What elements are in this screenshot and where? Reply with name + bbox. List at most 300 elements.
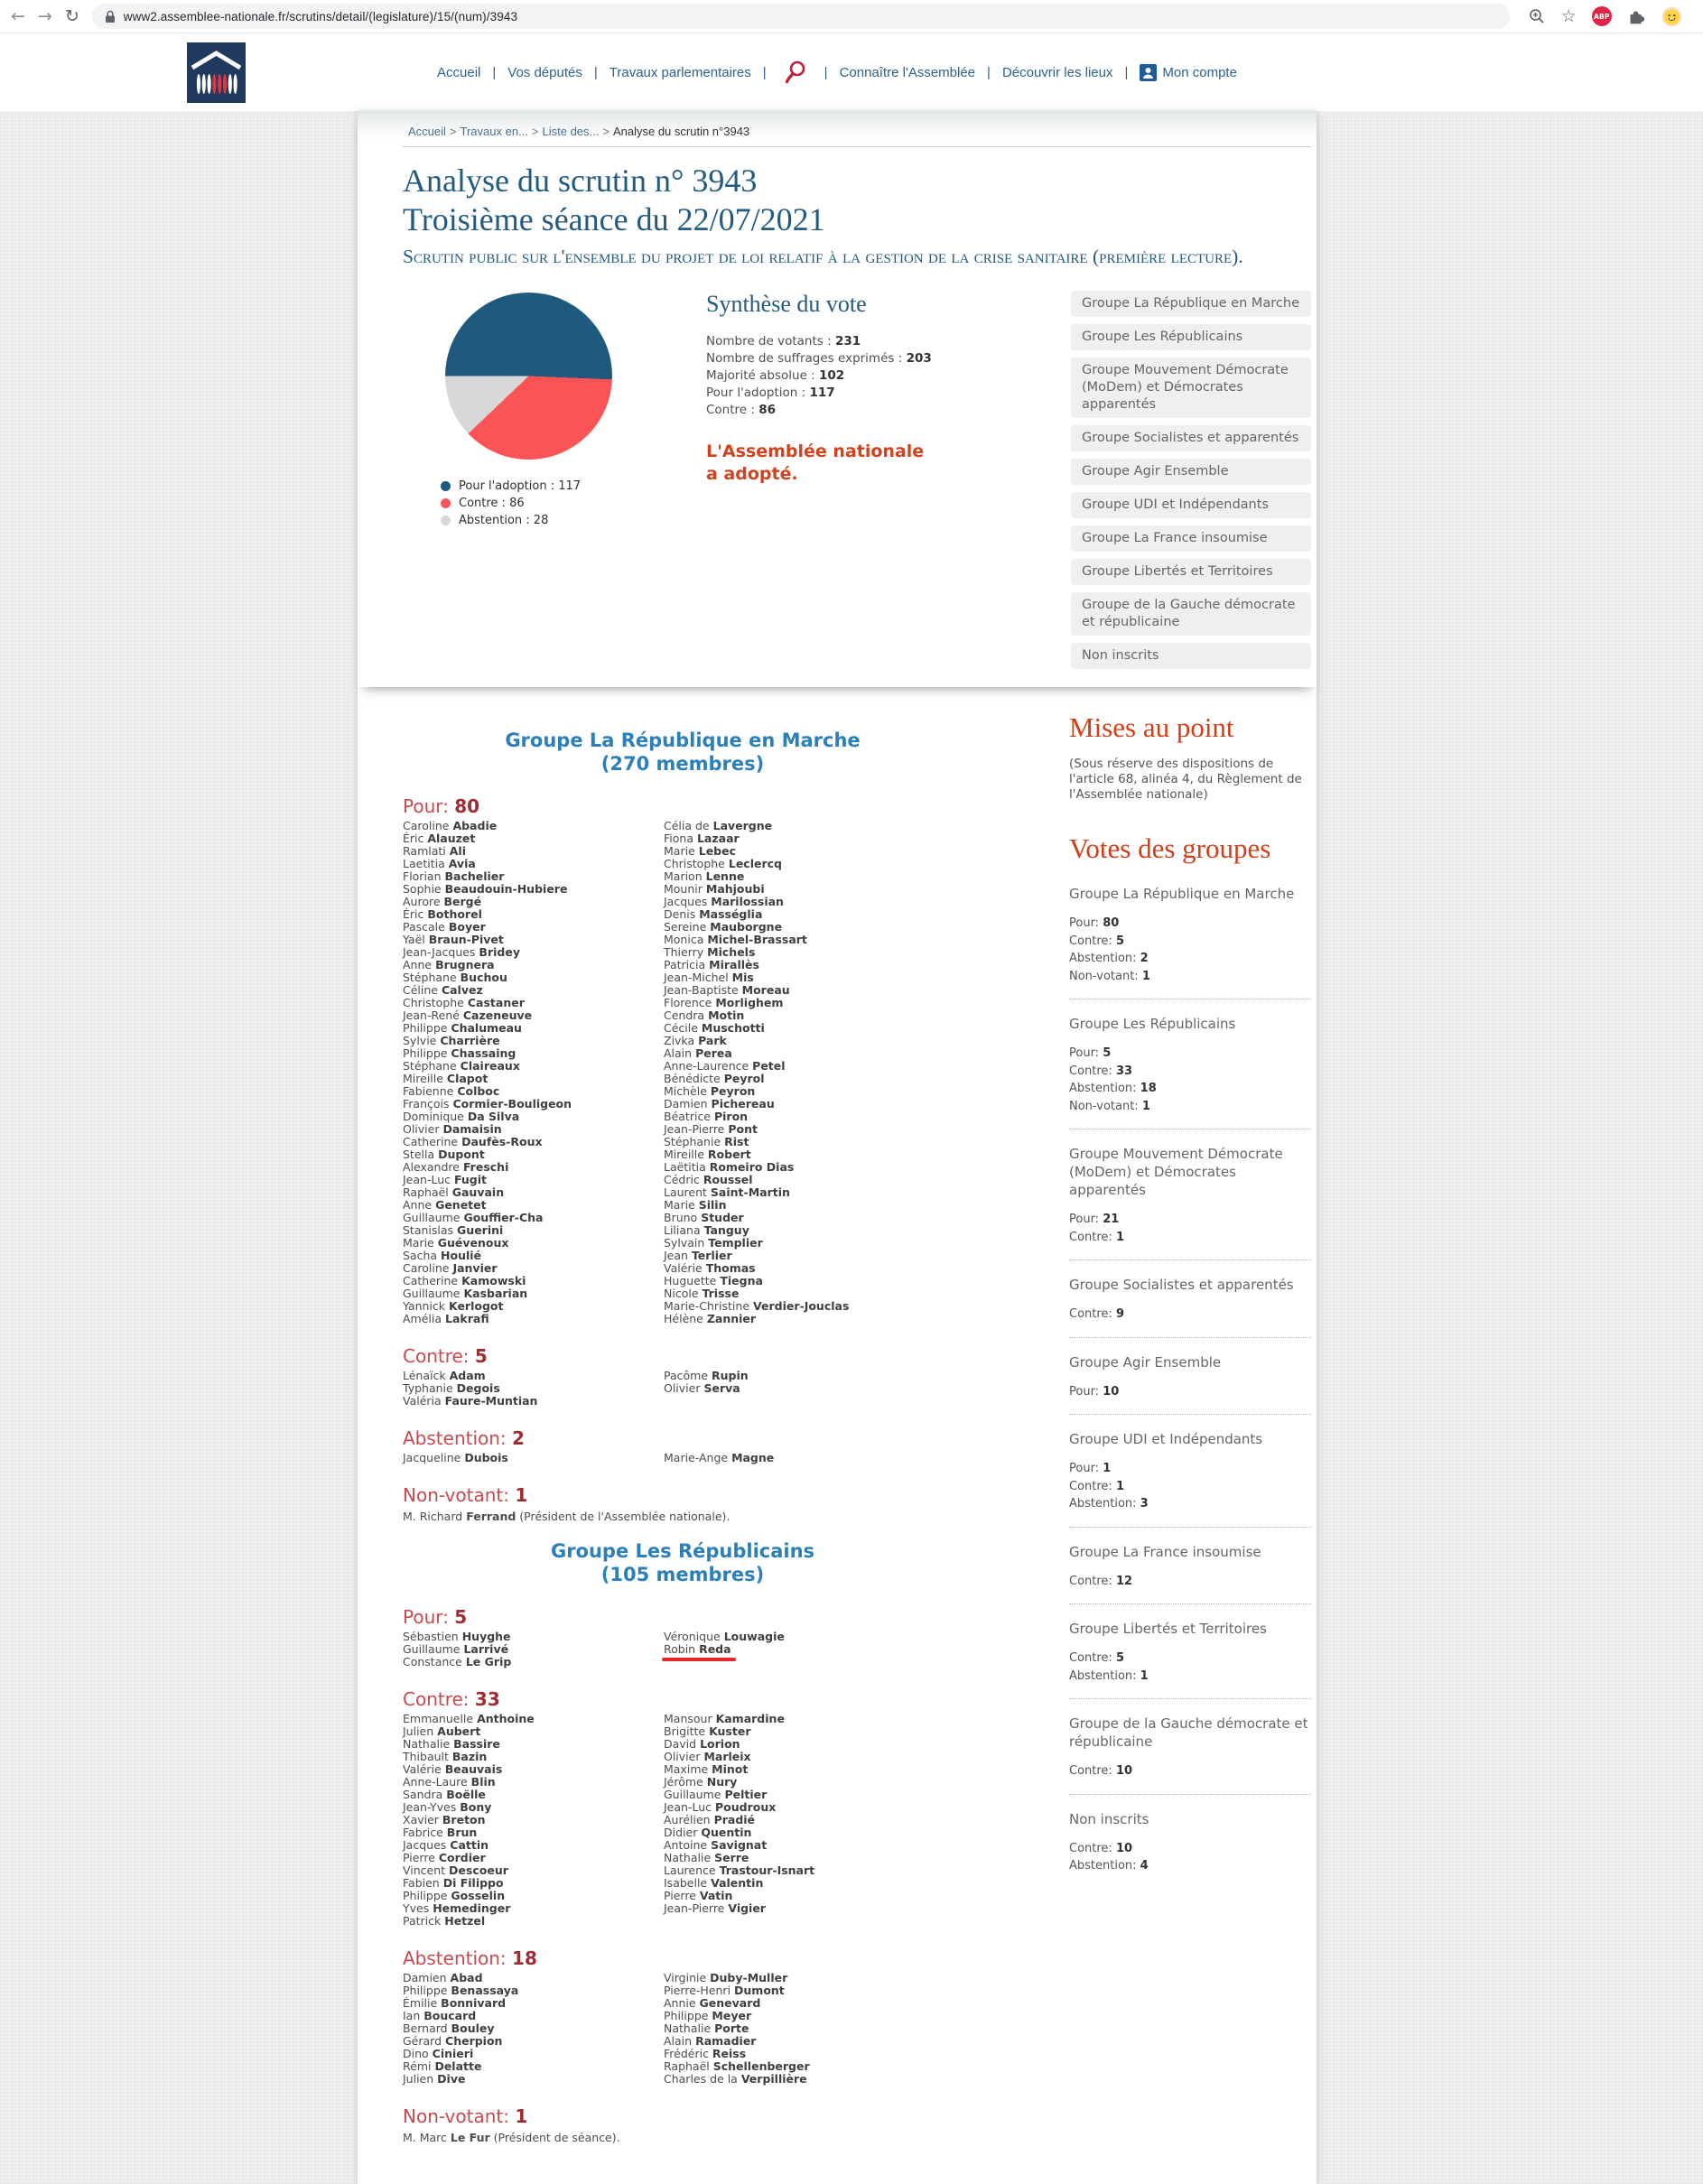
sidebar-group-name: Non inscrits <box>1069 1810 1149 1827</box>
sidebar-group-stat: Pour: 1 <box>1069 1462 1112 1475</box>
nav-separator: | <box>593 64 598 80</box>
deputy-name: Ian Boucard <box>403 2009 477 2022</box>
deputy-name: Marie Lebec <box>664 844 737 858</box>
legend-item: Abstention : 28 <box>441 514 674 527</box>
reload-icon[interactable]: ↻ <box>64 5 79 26</box>
deputy-name: Dino Cinieri <box>403 2047 474 2060</box>
deputy-name: Sylvie Charrière <box>403 1034 500 1047</box>
deputy-name: Olivier Serva <box>664 1381 740 1395</box>
vote-section-label: Contre: <box>403 1688 475 1710</box>
vote-section-count: 80 <box>454 795 480 817</box>
nav-vos-deputes[interactable]: Vos députés <box>507 64 582 80</box>
group-membres: (270 membres) <box>600 753 765 775</box>
deputy-name: Florence Morlighem <box>664 996 784 1009</box>
sidebar-group-entry <box>1069 1795 1311 1889</box>
deputy-name: Constance Le Grip <box>403 1655 512 1668</box>
names-list <box>403 1631 908 1668</box>
deputy-name: Célia de Lavergne <box>664 819 773 832</box>
browser-chrome <box>0 0 1703 33</box>
deputy-name: Philippe Chalumeau <box>403 1021 522 1035</box>
deputy-name: Antoine Savignat <box>664 1838 768 1852</box>
vote-section-count: 5 <box>474 1345 488 1367</box>
sidebar-group-name: Groupe Socialistes et apparentés <box>1069 1277 1294 1293</box>
deputy-name: Alain Ramadier <box>664 2034 757 2048</box>
deputy-name: Guillaume Gouffier-Cha <box>403 1211 544 1224</box>
deputy-name: Mireille Clapot <box>403 1072 489 1085</box>
sidebar-group-stat: Pour: 10 <box>1069 1384 1120 1399</box>
deputy-name: Jean-Luc Fugit <box>403 1173 488 1186</box>
vote-section-label: Non-votant: <box>403 1484 516 1506</box>
deputy-name: Thibault Bazin <box>403 1750 488 1763</box>
names-list <box>403 1452 908 1464</box>
group-button[interactable]: Groupe La France insoumise <box>1071 525 1311 552</box>
deputy-name: Damien Abad <box>403 1971 483 1984</box>
deputy-name: Marion Lenne <box>664 869 745 883</box>
deputy-name: Olivier Damaisin <box>403 1122 502 1136</box>
site-header <box>0 33 1703 111</box>
group-heading <box>403 1539 963 1586</box>
deputy-name: Julien Aubert <box>403 1724 481 1738</box>
url-bar[interactable] <box>92 4 1510 29</box>
deputy-name: Véronique Louwagie <box>664 1630 785 1643</box>
group-button[interactable]: Groupe La République en Marche <box>1071 291 1311 317</box>
vote-section-label: Pour: <box>403 795 455 817</box>
deputy-name: Éric Alauzet <box>403 832 476 845</box>
breadcrumb-item: Analyse du scrutin n°3943 <box>612 125 750 138</box>
deputy-name: Bruno Studer <box>664 1211 744 1224</box>
assemblee-nationale-logo[interactable] <box>187 42 246 103</box>
deputy-name: Pierre Cordier <box>403 1851 486 1864</box>
deputy-name: Guillaume Larrivé <box>403 1642 509 1656</box>
deputy-name: Alain Perea <box>664 1046 732 1060</box>
sidebar-group-entry <box>1069 1129 1311 1260</box>
deputy-name: Guillaume Kasbarian <box>403 1287 528 1300</box>
deputy-name: Emmanuelle Anthoine <box>403 1712 535 1725</box>
deputy-name: Jacques Cattin <box>403 1838 489 1852</box>
deputy-name: Valérie Thomas <box>664 1261 756 1275</box>
group-button[interactable]: Groupe Les Républicains <box>1071 324 1311 350</box>
sidebar-group-entry <box>1069 1528 1311 1605</box>
deputy-name: François Cormier-Bouligeon <box>403 1097 572 1111</box>
sidebar-group-stat: Pour: 5 <box>1069 1046 1112 1060</box>
deputy-name: Pierre-Henri Dumont <box>664 1984 785 1997</box>
vote-section-label: Pour: <box>403 1606 455 1628</box>
deputy-name: Jean-Pierre Pont <box>664 1122 758 1136</box>
deputy-name: Pascale Boyer <box>403 920 486 934</box>
deputy-name: Zivka Park <box>664 1034 727 1047</box>
deputy-name: Nathalie Bassire <box>403 1737 500 1751</box>
deputy-name: Philippe Chassaing <box>403 1046 516 1060</box>
vote-section-label: Non-votant: <box>403 2105 516 2127</box>
group-button[interactable]: Groupe Socialistes et apparentés <box>1071 425 1311 451</box>
deputy-name: Jean-Baptiste Moreau <box>664 983 790 997</box>
page-title-line1: Analyse du scrutin n° 3943 <box>403 163 758 199</box>
group-button[interactable]: Groupe UDI et Indépendants <box>1071 492 1311 518</box>
deputy-name: Sacha Houlié <box>403 1249 482 1262</box>
search-icon[interactable] <box>782 59 809 86</box>
deputy-name: Jean-Luc Poudroux <box>664 1800 777 1814</box>
deputy-name: Charles de la Verpillière <box>664 2072 807 2086</box>
vote-section-count: 1 <box>515 1484 528 1506</box>
names-list <box>403 820 908 1325</box>
deputy-name: Nicole Trisse <box>664 1287 740 1300</box>
sidebar-group-name: Groupe Les Républicains <box>1069 1016 1236 1032</box>
deputy-name: Marie-Christine Verdier-Jouclas <box>664 1299 850 1313</box>
deputy-name: Olivier Marleix <box>664 1750 751 1763</box>
url-text: www2.assemblee-nationale.fr/scrutins/detail/(legislature)/15/(num)/3943 <box>123 9 518 23</box>
deputy-name: Jean-Jacques Bridey <box>403 945 520 959</box>
deputy-name: Gérard Cherpion <box>403 2034 503 2048</box>
deputy-name: Didier Quentin <box>664 1826 752 1839</box>
deputy-name: Virginie Duby-Muller <box>664 1971 788 1984</box>
sidebar-group-stat: Contre: 1 <box>1069 1230 1124 1244</box>
deputy-name: Annie Genevard <box>664 1996 761 2010</box>
deputy-name: Jean-Michel Mis <box>664 971 754 984</box>
vote-section-label: Abstention: <box>403 1947 513 1969</box>
deputy-name: Laetitia Avia <box>403 857 476 870</box>
deputy-name: Catherine Kamowski <box>403 1274 526 1287</box>
deputy-name: Émilie Bonnivard <box>403 1996 507 2010</box>
deputy-name: Aurore Bergé <box>403 895 482 908</box>
sidebar-group-stat: Contre: 5 <box>1069 934 1124 948</box>
sidebar-group-stat: Contre: 12 <box>1069 1574 1133 1588</box>
deputy-name: Anne Brugnera <box>403 958 495 971</box>
non-votant-note: M. Richard Ferrand (Président de l'Assemblée nationale). <box>403 1510 731 1523</box>
nav-accueil[interactable]: Accueil <box>437 64 481 80</box>
deputy-name: Stéphanie Rist <box>664 1135 749 1148</box>
nav-connaitre-assemblee[interactable]: Connaître l'Assemblée <box>839 64 976 80</box>
deputy-name: Stéphane Claireaux <box>403 1059 520 1073</box>
sidebar-group-stat: Contre: 9 <box>1069 1307 1124 1321</box>
votes-des-groupes-list <box>1069 869 1311 1889</box>
vote-section-count: 2 <box>512 1427 525 1449</box>
sidebar-group-name: Groupe Mouvement Démocrate (MoDem) et Démocrates apparentés <box>1069 1146 1283 1198</box>
deputy-name: Caroline Janvier <box>403 1261 498 1275</box>
deputy-name: Philippe Benassaya <box>403 1984 519 1997</box>
deputy-name: Anne-Laure Blin <box>403 1775 496 1789</box>
user-icon <box>1140 64 1157 81</box>
synthese-stats-block <box>706 291 1018 669</box>
sidebar-group-entry <box>1069 1699 1311 1795</box>
vote-stat-line: Nombre de suffrages exprimés : 203 <box>706 351 932 366</box>
deputy-name: Liliana Tanguy <box>664 1223 749 1237</box>
deputy-name: Stéphane Buchou <box>403 971 507 984</box>
deputy-name: Caroline Abadie <box>403 819 498 832</box>
deputy-name: Céline Calvez <box>403 983 483 997</box>
group-membres: (105 membres) <box>600 1564 765 1585</box>
synthese-heading: Synthèse du vote <box>706 291 867 317</box>
nav-separator: | <box>492 64 497 80</box>
vote-stat-line: Contre : 86 <box>706 403 777 417</box>
deputy-name: Jacqueline Dubois <box>403 1451 508 1464</box>
content-column <box>358 111 1317 2184</box>
deputy-name: Vincent Descoeur <box>403 1863 508 1877</box>
deputy-name: Denis Masséglia <box>664 907 763 921</box>
vote-stat-line: Majorité absolue : 102 <box>706 368 845 383</box>
deputy-name: Béatrice Piron <box>664 1110 749 1123</box>
deputy-name: Yannick Kerlogot <box>403 1299 504 1313</box>
group-button[interactable]: Groupe Mouvement Démocrate (MoDem) et Démocrates apparentés <box>1071 358 1311 418</box>
deputy-name: Jean-Yves Bony <box>403 1800 492 1814</box>
sidebar-group-name: Groupe de la Gauche démocrate et républicaine <box>1069 1715 1308 1750</box>
vote-pie-chart <box>445 293 612 460</box>
vote-section-heading <box>403 1427 963 1449</box>
deputy-name: Nathalie Porte <box>664 2021 749 2035</box>
non-votant-note: M. Marc Le Fur (Président de séance). <box>403 2131 620 2144</box>
deputy-name: Thierry Michels <box>664 945 756 959</box>
deputy-name: Philippe Meyer <box>664 2009 752 2022</box>
legend-item: Pour l'adoption : 117 <box>441 479 674 493</box>
puzzle-icon[interactable] <box>1627 7 1646 26</box>
synthese-row <box>403 291 1311 669</box>
group-buttons-list <box>1071 291 1311 669</box>
deputy-name: Anne Genetet <box>403 1198 487 1212</box>
sidebar-group-name: Groupe Agir Ensemble <box>1069 1353 1222 1371</box>
deputy-name: Raphaël Gauvain <box>403 1185 505 1199</box>
deputy-name: Monica Michel-Brassart <box>664 933 807 946</box>
breadcrumb-item[interactable]: Travaux en... <box>460 125 528 138</box>
vote-group <box>403 1539 963 2144</box>
deputy-name: Cédric Roussel <box>664 1173 753 1186</box>
deputy-name: Cendra Motin <box>664 1008 745 1022</box>
zoom-icon[interactable] <box>1528 7 1546 25</box>
votes-by-group <box>403 712 963 2157</box>
nav-decouvrir-lieux[interactable]: Découvrir les lieux <box>1001 64 1113 80</box>
deputy-name: Nathalie Serre <box>664 1851 749 1864</box>
vote-section-heading <box>403 1606 963 1628</box>
deputy-name: Isabelle Valentin <box>664 1876 764 1890</box>
deputy-name <box>664 1643 908 1656</box>
deputy-name: Marie Guévenoux <box>403 1236 509 1250</box>
breadcrumb-separator: > <box>531 125 539 138</box>
deputy-name: Mounir Mahjoubi <box>664 882 765 896</box>
vote-section-heading <box>403 1947 963 1969</box>
legend-dot <box>441 498 451 508</box>
lock-icon <box>105 10 116 23</box>
vote-group <box>403 729 963 1523</box>
deputy-name: Stella Dupont <box>403 1148 485 1161</box>
vote-section-count: 18 <box>512 1947 537 1969</box>
deputy-name: Christophe Castaner <box>403 996 525 1009</box>
deputy-name: Bénédicte Peyrol <box>664 1072 765 1085</box>
group-heading <box>403 729 963 776</box>
vote-section-heading <box>403 2105 963 2127</box>
sidebar-group-stat: Contre: 10 <box>1069 1764 1133 1778</box>
pie-block <box>403 291 674 669</box>
deputy-name: Raphaël Schellenberger <box>664 2059 810 2073</box>
deputy-name: Fabien Di Filippo <box>403 1876 504 1890</box>
deputy-name: Fabienne Colboc <box>403 1084 500 1098</box>
page-title-line2: Troisième séance du 22/07/2021 <box>403 201 825 237</box>
bookmark-star-icon[interactable]: ☆ <box>1560 6 1577 26</box>
deputy-name: Patricia Mirallès <box>664 958 759 971</box>
deputy-name: Sereine Mauborgne <box>664 920 783 934</box>
nav-separator: | <box>1124 64 1129 80</box>
sidebar-group-stat: Abstention: 2 <box>1069 952 1149 965</box>
group-button[interactable]: Non inscrits <box>1071 643 1311 669</box>
deputy-name: Aurélien Pradié <box>664 1813 756 1826</box>
deputy-name: Lénaïck Adam <box>403 1369 486 1382</box>
sidebar-group-name: Groupe La République en Marche <box>1069 886 1295 902</box>
mises-au-point-note: (Sous réserve des dispositions de l'article 68, alinéa 4, du Règlement de l'Assemblée nationale) <box>1069 757 1302 802</box>
deputy-name: Jean-René Cazeneuve <box>403 1008 533 1022</box>
legend-dot <box>441 481 451 491</box>
deputy-name: Marie Silin <box>664 1198 727 1212</box>
legend-item: Contre : 86 <box>441 497 674 510</box>
names-list <box>403 1713 908 1928</box>
sidebar-group-stat: Contre: 10 <box>1069 1841 1133 1855</box>
deputy-name: Florian Bachelier <box>403 869 505 883</box>
deputy-name: Hélène Zannier <box>664 1312 757 1325</box>
sidebar-group-stat: Contre: 33 <box>1069 1064 1133 1078</box>
deputy-name: Amélia Lakrafi <box>403 1312 489 1325</box>
deputy-name: Christophe Leclercq <box>664 857 782 870</box>
deputy-name: Julien Dive <box>403 2072 466 2086</box>
deputy-name: Valéria Faure-Muntian <box>403 1394 538 1408</box>
deputy-name: Pierre Vatin <box>664 1889 733 1902</box>
deputy-name: Maxime Minot <box>664 1762 749 1776</box>
group-name: Groupe Les Républicains <box>550 1540 815 1562</box>
deputy-name: Cécile Muschotti <box>664 1021 765 1035</box>
group-button[interactable]: Groupe de la Gauche démocrate et républicaine <box>1071 592 1311 636</box>
pie-legend <box>441 479 674 527</box>
legend-dot <box>441 516 451 525</box>
vote-section-label: Contre: <box>403 1345 475 1367</box>
nav-separator: | <box>762 64 767 80</box>
nav-travaux-parlementaires[interactable]: Travaux parlementaires <box>609 64 751 80</box>
sidebar-group-stat: Abstention: 1 <box>1069 1668 1149 1683</box>
deputy-name: Pacôme Rupin <box>664 1369 749 1382</box>
page-background <box>0 111 1703 2184</box>
group-name: Groupe La République en Marche <box>505 730 861 751</box>
vote-result: L'Assemblée nationale a adopté. <box>706 441 925 484</box>
emoji-avatar[interactable] <box>1661 6 1682 27</box>
sidebar-group-entry <box>1069 1338 1311 1416</box>
deputy-name: Laëtitia Romeiro Dias <box>664 1160 795 1174</box>
sidebar-group-stat: Abstention: 4 <box>1069 1859 1149 1873</box>
deputy-name: Jacques Marilossian <box>664 895 784 908</box>
deputy-name: Typhanie Degois <box>403 1381 500 1395</box>
deputy-name: Anne-Laurence Petel <box>664 1059 786 1073</box>
breadcrumb-separator: > <box>449 125 457 138</box>
breadcrumb-separator: > <box>602 125 610 138</box>
sidebar-group-stat: Non-votant: 1 <box>1069 1099 1150 1113</box>
deputy-name: Ramlati Ali <box>403 844 466 858</box>
sidebar-group-entry <box>1069 1415 1311 1528</box>
divider <box>403 146 1311 147</box>
deputy-name: Jean Terlier <box>664 1249 732 1262</box>
votes-des-groupes-heading: Votes des groupes <box>1069 832 1271 864</box>
sidebar-group-stat: Non-votant: 1 <box>1069 969 1150 983</box>
deputy-name: Fabrice Brun <box>403 1826 478 1839</box>
back-arrow-icon[interactable]: ← <box>11 5 25 26</box>
names-list <box>403 1972 908 2086</box>
sidebar-group-name: Groupe Libertés et Territoires <box>1069 1621 1267 1637</box>
vote-section-count: 33 <box>474 1688 500 1710</box>
main-navigation <box>437 59 1237 86</box>
sidebar-group-entry <box>1069 1260 1311 1338</box>
sidebar-group-stat: Pour: 21 <box>1069 1213 1120 1226</box>
deputy-name: Sophie Beaudouin-Hubiere <box>403 882 568 896</box>
vote-stat-line: Pour l'adoption : 117 <box>706 386 835 400</box>
nav-mon-compte[interactable]: Mon compte <box>1140 64 1237 81</box>
forward-arrow-icon[interactable]: → <box>37 5 52 26</box>
deputy-name: David Lorion <box>664 1737 740 1751</box>
deputy-name: Laurent Saint-Martin <box>664 1185 790 1199</box>
deputy-name: Xavier Breton <box>403 1813 486 1826</box>
deputy-name: Sandra Boëlle <box>403 1788 486 1801</box>
deputy-name: Bernard Bouley <box>403 2021 495 2035</box>
vote-stats <box>706 333 1018 419</box>
nav-separator: | <box>987 64 991 80</box>
deputy-name: Marie-Ange Magne <box>664 1451 775 1464</box>
deputy-name: Frédéric Reiss <box>664 2047 747 2060</box>
sidebar-group-entry <box>1069 1604 1311 1699</box>
vote-section-heading <box>403 795 963 817</box>
deputy-name: Alexandre Freschi <box>403 1160 509 1174</box>
vote-section-heading <box>403 1345 963 1367</box>
deputy-name: Jean-Pierre Vigier <box>664 1901 766 1915</box>
breadcrumb-item[interactable]: Liste des... <box>542 125 600 138</box>
sidebar-group-entry <box>1069 999 1311 1129</box>
vote-section-heading <box>403 1484 963 1506</box>
sidebar-group-stat: Contre: 5 <box>1069 1651 1124 1665</box>
vote-section-count: 1 <box>515 2105 528 2127</box>
nav-separator: | <box>824 64 828 80</box>
vote-section-label: Abstention: <box>403 1427 513 1449</box>
deputy-name: Brigitte Kuster <box>664 1724 751 1738</box>
breadcrumb-item[interactable]: Accueil <box>408 125 446 138</box>
red-underline-annotation: Robin Reda <box>664 1642 731 1656</box>
deputy-name: Fiona Lazaar <box>664 832 740 845</box>
deputy-name: Philippe Gosselin <box>403 1889 506 1902</box>
deputy-name: Mansour Kamardine <box>664 1712 785 1725</box>
group-button[interactable]: Groupe Libertés et Territoires <box>1071 559 1311 585</box>
sidebar-group-stat: Abstention: 3 <box>1069 1497 1149 1510</box>
sidebar-group-name: Groupe La France insoumise <box>1069 1543 1261 1560</box>
deputy-name: Catherine Daufès-Roux <box>403 1135 543 1148</box>
sidebar-group-stat: Pour: 80 <box>1069 916 1120 930</box>
deputy-name: Mireille Robert <box>664 1148 751 1161</box>
deputy-name: Sébastien Huyghe <box>403 1630 511 1643</box>
deputy-name: Yves Hemedinger <box>403 1901 511 1915</box>
vote-section-heading <box>403 1688 963 1710</box>
deputy-name: Valérie Beauvais <box>403 1762 503 1776</box>
group-button[interactable]: Groupe Agir Ensemble <box>1071 459 1311 485</box>
breadcrumb <box>408 125 1311 138</box>
right-sidebar <box>1069 712 1311 2157</box>
deputy-name: Huguette Tiegna <box>664 1274 763 1287</box>
deputy-name: Rémi Delatte <box>403 2059 482 2073</box>
sidebar-group-entry <box>1069 869 1311 999</box>
sidebar-group-name: Groupe UDI et Indépendants <box>1069 1431 1263 1447</box>
deputy-name: Michèle Peyron <box>664 1084 756 1098</box>
deputy-name: Yaël Braun-Pivet <box>403 933 504 946</box>
deputy-name: Sylvain Templier <box>664 1236 763 1250</box>
deputy-name: Stanislas Guerini <box>403 1223 504 1237</box>
sidebar-group-stat: Contre: 1 <box>1069 1479 1124 1493</box>
deputy-name: Éric Bothorel <box>403 907 482 921</box>
adblock-abp-badge[interactable]: ABP <box>1592 6 1612 26</box>
sidebar-group-stat: Abstention: 18 <box>1069 1082 1157 1095</box>
deputy-name: Patrick Hetzel <box>403 1914 486 1928</box>
deputy-name: Guillaume Peltier <box>664 1788 768 1801</box>
deputy-name: Damien Pichereau <box>664 1097 775 1111</box>
mises-au-point-heading: Mises au point <box>1069 711 1234 743</box>
votes-detail-section <box>358 687 1317 2184</box>
scrutin-subject: Scrutin public sur l'ensemble du projet de loi relatif à la gestion de la crise sanitaire (première lecture). <box>403 246 1243 267</box>
deputy-name: Jérôme Nury <box>664 1775 738 1789</box>
